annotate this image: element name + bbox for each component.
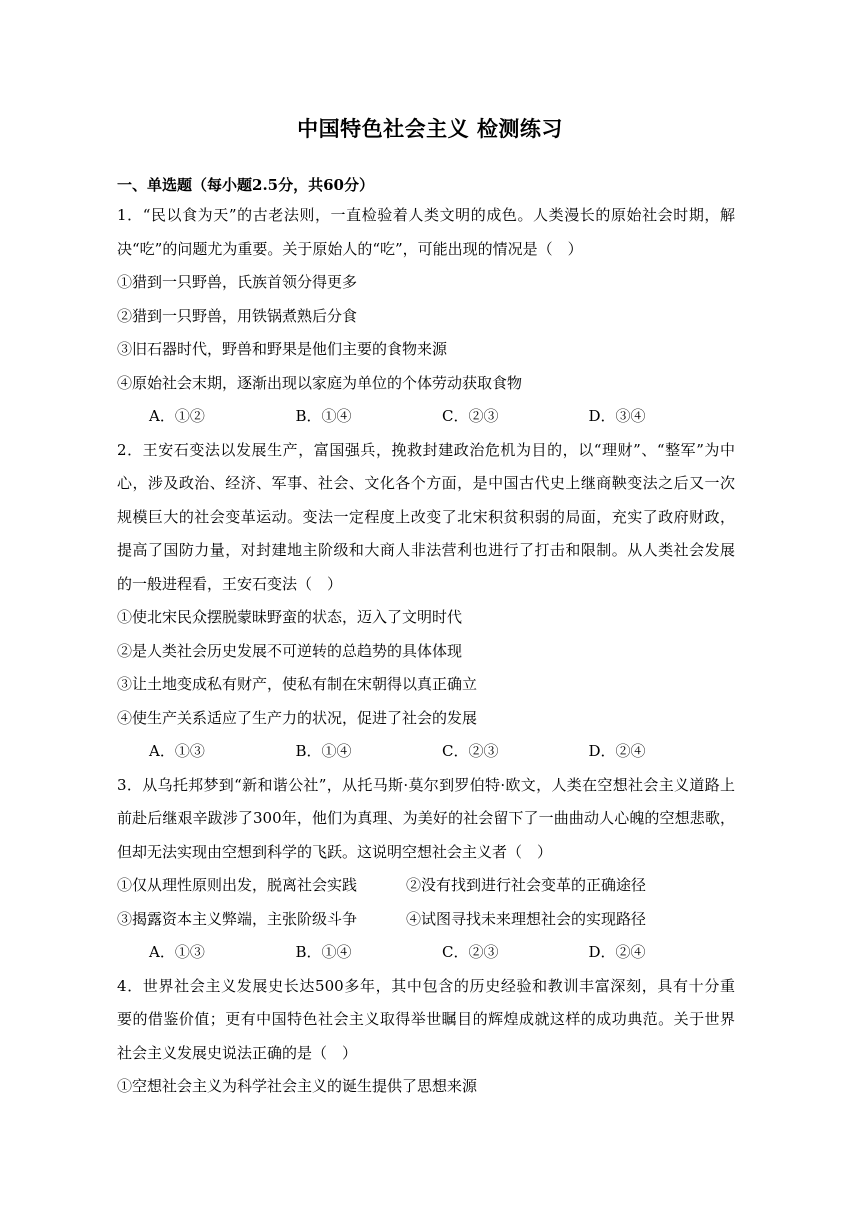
question-text-line: 提高了国防力量，对封建地主阶级和大商人非法营利也进行了打击和限制。从人类社会发展	[117, 541, 735, 559]
choice-d: D．②④	[588, 943, 646, 961]
question-text-line: 的一般进程看，王安石变法（ ）	[117, 574, 343, 593]
question-text-line: 2．王安石变法以发展生产，富国强兵，挽救封建政治危机为目的，以“理财”、“整军”为中	[117, 440, 735, 459]
answer-choices	[117, 936, 735, 970]
choice-c: C．②③	[442, 407, 499, 425]
choice-a: A．①③	[149, 742, 205, 760]
statement-option: ③旧石器时代，野兽和野果是他们主要的食物来源	[117, 340, 448, 358]
choice-a: A．①②	[149, 407, 205, 425]
statement-option: ③让土地变成私有财产，使私有制在宋朝得以真正确立	[117, 675, 478, 693]
question-text-line: 1．“民以食为天”的古老法则，一直检验着人类文明的成色。人类漫长的原始社会时期，解	[117, 206, 735, 224]
question-3	[117, 769, 735, 970]
statement-option: ①空想社会主义为科学社会主义的诞生提供了思想来源	[117, 1077, 478, 1095]
statement-option: ④试图寻找未来理想社会的实现路径	[406, 909, 647, 928]
choice-b: B．①④	[295, 742, 352, 760]
document-body	[117, 176, 735, 1104]
statement-option: ①仅从理性原则出发，脱离社会实践	[117, 876, 358, 894]
statement-option: ④原始社会末期，逐渐出现以家庭为单位的个体劳动获取食物	[117, 373, 523, 392]
question-text-line: 前赴后继艰辛跋涉了300年，他们为真理、为美好的社会留下了一曲曲动人心魄的空想悲歌，	[117, 809, 735, 827]
question-1	[117, 199, 735, 434]
question-text-line: 社会主义发展史说法正确的是（ ）	[117, 1043, 358, 1062]
choice-c: C．②③	[442, 742, 499, 760]
question-4	[117, 970, 735, 1104]
choice-d: D．②④	[588, 742, 646, 760]
page-title: 中国特色社会主义 检测练习	[297, 116, 563, 141]
question-text-line: 心，涉及政治、经济、军事、社会、文化各个方面，是中国古代史上继商鞅变法之后又一次	[117, 474, 735, 492]
question-text-line: 3．从乌托邦梦到“新和谐公社”，从托马斯·莫尔到罗伯特·欧文，人类在空想社会主义道路上	[117, 775, 735, 794]
question-text-line: 规模巨大的社会变革运动。变法一定程度上改变了北宋积贫积弱的局面，充实了政府财政，	[117, 507, 735, 526]
statement-option: ②没有找到进行社会变革的正确途径	[406, 876, 647, 894]
statement-option: ①猎到一只野兽，氏族首领分得更多	[117, 273, 358, 291]
question-text-line: 决“吃”的问题尤为重要。关于原始人的“吃”，可能出现的情况是（ ）	[117, 239, 583, 258]
answer-choices	[117, 400, 735, 434]
section-heading: 一、单选题（每小题2.5分，共60分）	[117, 176, 374, 194]
statement-option: ③揭露资本主义弊端，主张阶级斗争	[117, 909, 358, 928]
choice-b: B．①④	[295, 407, 352, 425]
statement-option: ①使北宋民众摆脱蒙昧野蛮的状态，迈入了文明时代	[117, 608, 463, 626]
choice-a: A．①③	[149, 943, 205, 961]
choice-b: B．①④	[295, 943, 352, 961]
statement-pair	[117, 903, 735, 937]
question-text-line: 要的借鉴价值；更有中国特色社会主义取得举世瞩目的辉煌成就这样的成功典范。关于世界	[117, 1010, 735, 1028]
statement-option: ②猎到一只野兽，用铁锅煮熟后分食	[117, 306, 358, 325]
statement-option: ②是人类社会历史发展不可逆转的总趋势的具体体现	[117, 641, 463, 660]
statement-pair	[117, 869, 735, 903]
question-text-line: 4．世界社会主义发展史长达500多年，其中包含的历史经验和教训丰富深刻，具有十分重	[117, 976, 735, 995]
question-2	[117, 434, 735, 769]
question-text-line: 但却无法实现由空想到科学的飞跃。这说明空想社会主义者（ ）	[117, 842, 553, 861]
statement-option: ④使生产关系适应了生产力的状况，促进了社会的发展	[117, 708, 478, 727]
answer-choices	[117, 735, 735, 769]
choice-d: D．③④	[588, 407, 646, 425]
choice-c: C．②③	[442, 943, 499, 961]
